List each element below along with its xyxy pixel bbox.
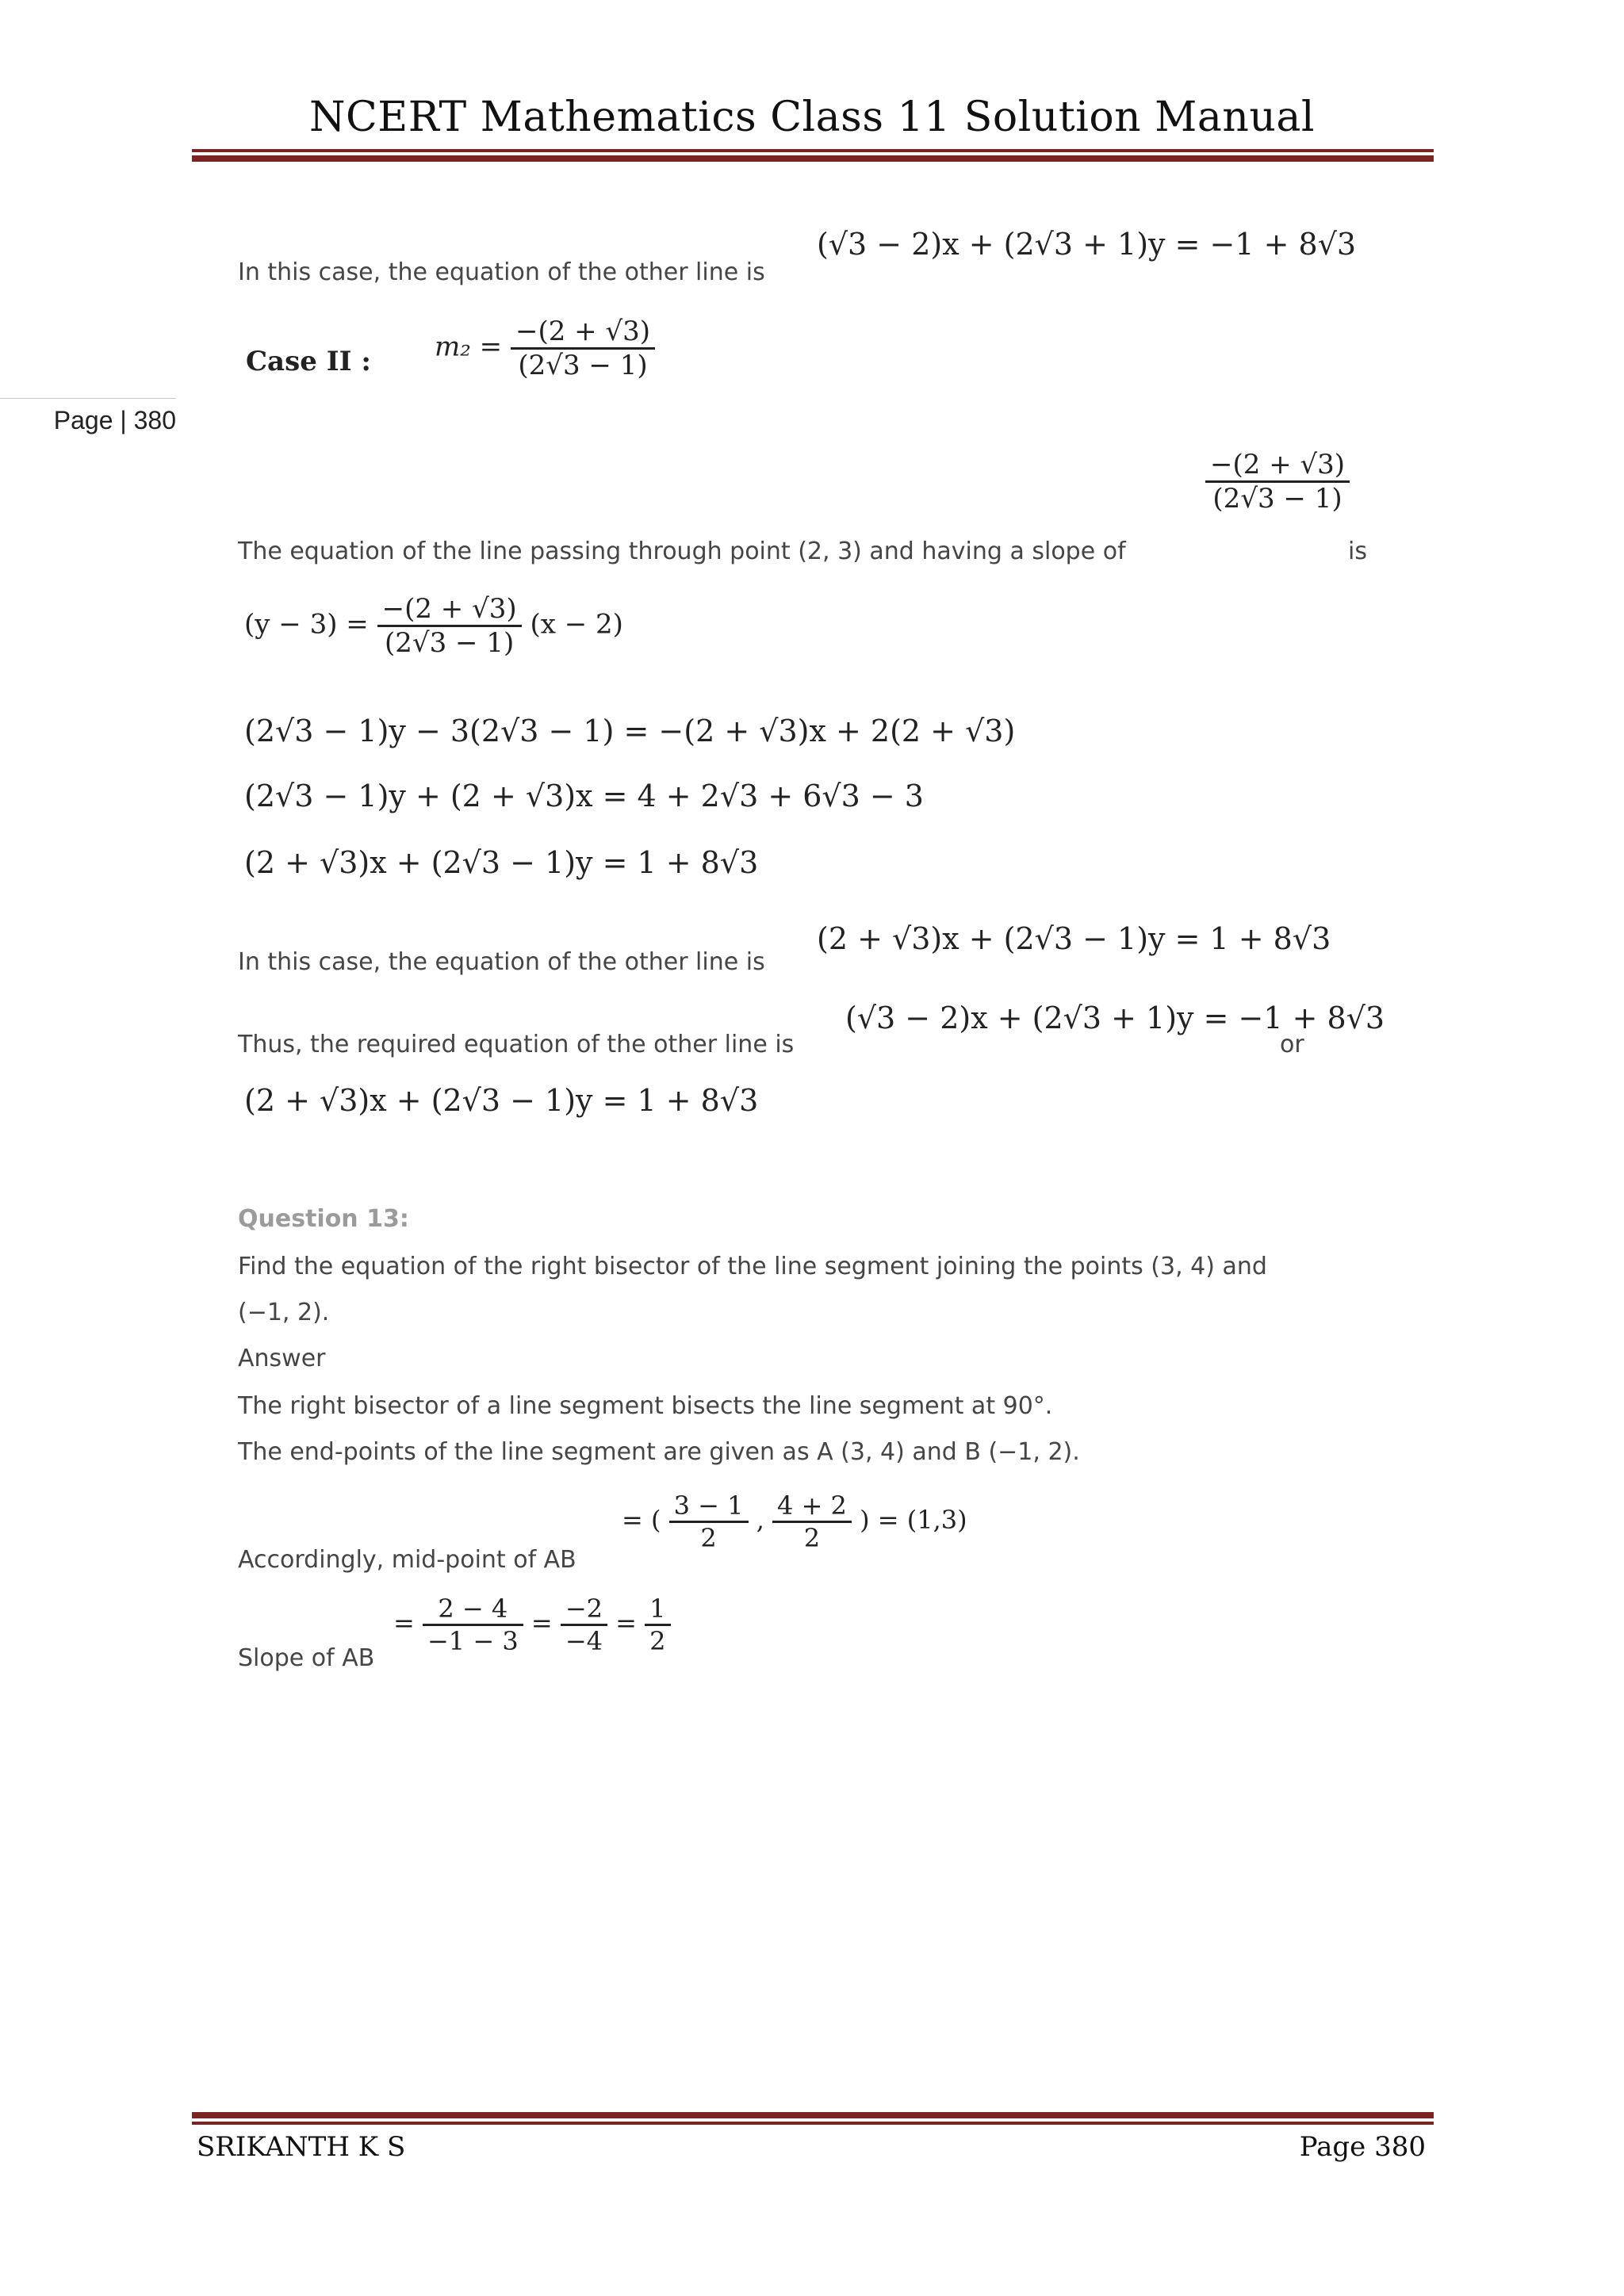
step1-left: (y − 3) = [244,608,369,641]
midpoint-label: Accordingly, mid-point of AB [238,1546,576,1574]
sidebar-divider [0,398,176,399]
answer-line-1: The right bisector of a line segment bisects the line segment at 90°. [238,1392,1053,1420]
line-slope-fraction [1205,449,1350,515]
sab-frac2-den: −4 [565,1626,603,1656]
case2-m: m₂ = [435,331,503,363]
header-rule-bottom [192,155,1434,162]
step1-right: (x − 2) [530,608,623,641]
sab-eq3: = [615,1608,637,1638]
step1-equation [244,593,623,659]
thus-text: Thus, the required equation of the other line is [238,1031,795,1058]
final-equation: (2 + √3)x + (2√3 − 1)y = 1 + 8√3 [244,1083,759,1118]
mid-comma: , [756,1505,764,1535]
sab-frac1-num: 2 − 4 [423,1594,523,1626]
thus-equation: (√3 − 2)x + (2√3 + 1)y = −1 + 8√3 [845,1001,1385,1035]
case2-slope [435,316,655,381]
slope-numerator: −(2 + √3) [511,316,655,350]
step4-equation: (2 + √3)x + (2√3 − 1)y = 1 + 8√3 [244,845,759,880]
sab-frac3-den: 2 [649,1626,666,1656]
answer-label: Answer [238,1345,326,1372]
sab-frac3-num: 1 [645,1594,670,1626]
sab-frac2-num: −2 [561,1594,607,1626]
footer-rule-top [192,2112,1434,2118]
question-line-1: Find the equation of the right bisector of the line segment joining the points (3, 4) and [238,1253,1267,1280]
slope-ab-equation [393,1594,671,1656]
footer-rule-bottom [192,2122,1434,2125]
step1-denominator: (2√3 − 1) [385,627,515,659]
mid-open: = ( [622,1505,661,1535]
mid-frac1-den: 2 [700,1523,717,1553]
footer-page-number: Page 380 [1299,2131,1426,2163]
case2-conclusion-equation: (2 + √3)x + (2√3 − 1)y = 1 + 8√3 [817,921,1331,956]
step3-equation: (2√3 − 1)y + (2 + √3)x = 4 + 2√3 + 6√3 − 3 [244,779,924,813]
case1-text: In this case, the equation of the other line is [238,258,765,286]
line-slope-numerator: −(2 + √3) [1205,449,1350,483]
case1-equation: (√3 − 2)x + (2√3 + 1)y = −1 + 8√3 [817,227,1357,262]
mid-frac1-num: 3 − 1 [669,1490,749,1523]
mid-frac2-num: 4 + 2 [772,1490,852,1523]
slope-ab-label: Slope of AB [238,1644,375,1672]
sab-eq1: = [393,1608,415,1638]
question-heading: Question 13: [238,1205,409,1233]
answer-line-2: The end-points of the line segment are given as A (3, 4) and B (−1, 2). [238,1438,1080,1466]
line-through-text: The equation of the line passing through point (2, 3) and having a slope of [238,538,1126,565]
case2-slope-fraction [511,316,655,381]
question-line-2: (−1, 2). [238,1299,330,1326]
page-header-title: NCERT Mathematics Class 11 Solution Manual [308,94,1316,141]
midpoint-equation [622,1490,967,1553]
sab-frac1-den: −1 − 3 [427,1626,519,1656]
sidebar-page-label: Page | 380 [53,406,176,434]
line-slope-denominator: (2√3 − 1) [1212,483,1342,515]
case2-label: Case II : [246,346,371,377]
line-is-text: is [1348,538,1367,565]
footer-author: SRIKANTH K S [197,2131,406,2163]
or-text: or [1280,1031,1304,1058]
step1-numerator: −(2 + √3) [377,593,522,627]
case2-conclusion-text: In this case, the equation of the other line is [238,948,765,976]
sab-eq2: = [530,1608,553,1638]
step2-equation: (2√3 − 1)y − 3(2√3 − 1) = −(2 + √3)x + 2(2 + √3) [244,714,1016,748]
slope-denominator: (2√3 − 1) [518,350,648,381]
header-rule-top [192,149,1434,152]
mid-result: ) = (1,3) [860,1505,967,1535]
mid-frac2-den: 2 [803,1523,821,1553]
